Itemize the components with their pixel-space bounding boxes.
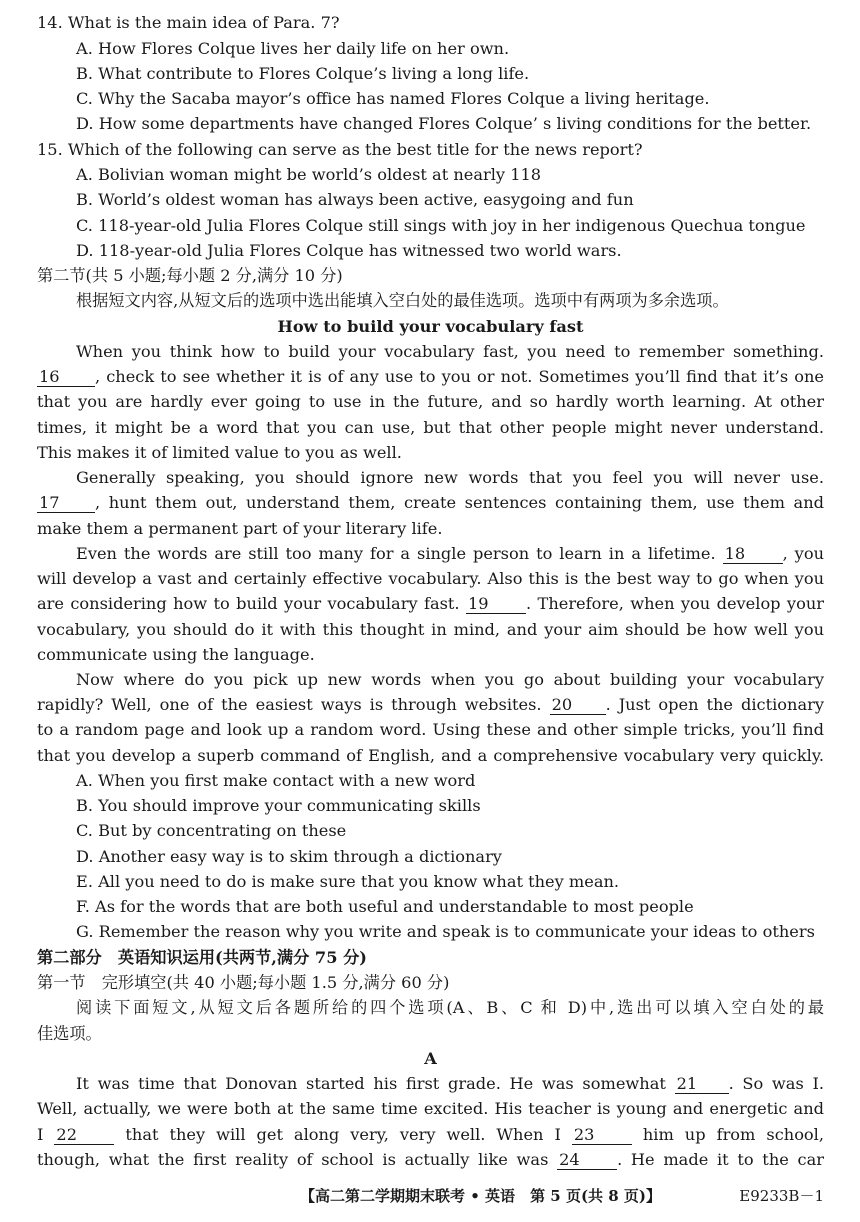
blank-23: 23 xyxy=(572,1126,632,1145)
option-f: F. As for the words that are both useful and understandable to most people xyxy=(76,897,694,916)
cloze-text: . So was I. xyxy=(728,1074,824,1093)
option-e: E. All you need to do is make sure that you know what they mean. xyxy=(76,872,620,891)
passage-a-label: A xyxy=(424,1049,437,1068)
question-14-option-c: C. Why the Sacaba mayor’s office has named Flores Colque a living heritage. xyxy=(76,89,710,108)
blank-17: 17 xyxy=(37,494,95,513)
question-14-option-a: A. How Flores Colque lives her daily life on her own. xyxy=(76,39,510,58)
blank-21: 21 xyxy=(675,1075,729,1094)
cloze-text: . He made it to the car xyxy=(617,1150,824,1169)
footer-exam-info xyxy=(300,1186,661,1206)
blank-22: 22 xyxy=(54,1126,114,1145)
paragraph-2-text: , hunt them out, understand them, create sentences containing them, use them and xyxy=(95,493,824,512)
option-a: A. When you first make contact with a new word xyxy=(76,771,476,790)
cloze-line xyxy=(37,1125,824,1145)
question-14-stem: 14. What is the main idea of Para. 7? xyxy=(37,13,340,32)
blank-24: 24 xyxy=(557,1151,617,1170)
paragraph-1-text: , check to see whether it is of any use to you or not. Sometimes you’ll find that it’s one xyxy=(95,367,824,386)
cloze-line xyxy=(76,1074,824,1094)
blank-20: 20 xyxy=(550,696,606,715)
paragraph-1-line: times, it might be a word that you can use, but that other people might never understand. xyxy=(37,418,824,437)
paragraph-2-line xyxy=(37,493,824,513)
part-2-instruction: 佳选项。 xyxy=(37,1024,102,1043)
question-14-option-d: D. How some departments have changed Flores Colque’ s living conditions for the better. xyxy=(76,114,812,133)
blank-18: 18 xyxy=(723,545,783,564)
paragraph-3-line xyxy=(76,544,824,564)
cloze-text: It was time that Donovan started his first grade. He was somewhat xyxy=(76,1074,666,1093)
footer-exam-title: 【高二第二学期期末联考 • 英语 xyxy=(300,1187,516,1205)
paragraph-3-line xyxy=(37,594,824,614)
paragraph-1-line xyxy=(37,367,824,387)
part-2-section-1-heading: 第一节 完形填空(共 40 小题;每小题 1.5 分,满分 60 分) xyxy=(37,973,450,992)
paragraph-2-line: make them a permanent part of your literary life. xyxy=(37,519,443,538)
paragraph-4-text: . Just open the dictionary xyxy=(605,695,824,714)
question-15-stem: 15. Which of the following can serve as the best title for the news report? xyxy=(37,140,643,159)
paragraph-3-line: vocabulary, you should do it with this thought in mind, and your aim should be how well you xyxy=(37,620,824,639)
option-b: B. You should improve your communicating skills xyxy=(76,796,481,815)
paragraph-4-line: that you develop a superb command of English, and a comprehensive vocabulary very quickly. xyxy=(37,746,824,765)
question-14-option-b: B. What contribute to Flores Colque’s living a long life. xyxy=(76,64,530,83)
question-15-option-c: C. 118-year-old Julia Flores Colque still sings with joy in her indigenous Quechua tongue xyxy=(76,216,806,235)
footer-page-number: 第 5 页(共 8 页)】 xyxy=(530,1187,662,1205)
question-15-option-d: D. 118-year-old Julia Flores Colque has witnessed two world wars. xyxy=(76,241,622,260)
paragraph-3-text: . Therefore, when you develop your xyxy=(525,594,824,613)
paragraph-2-line: Generally speaking, you should ignore new words that you feel you will never use. xyxy=(76,468,824,487)
paragraph-1-line: that you are hardly ever going to use in the future, and so hardly worth learning. At other xyxy=(37,392,824,411)
section-2-heading: 第二节(共 5 小题;每小题 2 分,满分 10 分) xyxy=(37,266,343,285)
part-2-instruction: 阅读下面短文,从短文后各题所给的四个选项(A、B、C 和 D)中,选出可以填入空白处的最 xyxy=(76,998,824,1017)
option-g: G. Remember the reason why you write and speak is to communicate your ideas to others xyxy=(76,922,815,941)
paragraph-3-text: Even the words are still too many for a single person to learn in a lifetime. xyxy=(76,544,716,563)
paragraph-3-text: are considering how to build your vocabulary fast. xyxy=(37,594,460,613)
paragraph-4-text: rapidly? Well, one of the easiest ways is through websites. xyxy=(37,695,542,714)
option-d: D. Another easy way is to skim through a dictionary xyxy=(76,847,502,866)
paragraph-3-text: , you xyxy=(782,544,825,563)
footer-paper-code: E9233B－1 xyxy=(739,1187,824,1205)
paragraph-3-line: communicate using the language. xyxy=(37,645,315,664)
cloze-text: that they will get along very, very well. When I xyxy=(125,1125,561,1144)
section-2-instruction: 根据短文内容,从短文后的选项中选出能填入空白处的最佳选项。选项中有两项为多余选项。 xyxy=(76,291,729,310)
question-15-option-a: A. Bolivian woman might be world’s oldest at nearly 118 xyxy=(76,165,542,184)
passage-title: How to build your vocabulary fast xyxy=(277,317,584,336)
blank-16: 16 xyxy=(37,368,95,387)
blank-19: 19 xyxy=(466,595,526,614)
paragraph-3-line: will develop a vast and certainly effective vocabulary. Also this is the best way to go when you xyxy=(37,569,824,588)
cloze-text: I xyxy=(37,1125,44,1144)
cloze-line: Well, actually, we were both at the same time excited. His teacher is young and energetic and xyxy=(37,1099,824,1118)
paragraph-4-line: Now where do you pick up new words when you go about building your vocabulary xyxy=(76,670,824,689)
paragraph-1-line: When you think how to build your vocabulary fast, you need to remember something. xyxy=(76,342,824,361)
option-c: C. But by concentrating on these xyxy=(76,821,347,840)
cloze-line xyxy=(37,1150,824,1170)
paragraph-1-line: This makes it of limited value to you as well. xyxy=(37,443,402,462)
cloze-text: though, what the first reality of school is actually like was xyxy=(37,1150,549,1169)
question-15-option-b: B. World’s oldest woman has always been active, easygoing and fun xyxy=(76,190,634,209)
paragraph-4-line xyxy=(37,695,824,715)
paragraph-4-line: to a random page and look up a random word. Using these and other simple tricks, you’ll find xyxy=(37,720,824,739)
cloze-text: him up from school, xyxy=(642,1125,825,1144)
part-2-heading: 第二部分 英语知识运用(共两节,满分 75 分) xyxy=(37,948,367,967)
